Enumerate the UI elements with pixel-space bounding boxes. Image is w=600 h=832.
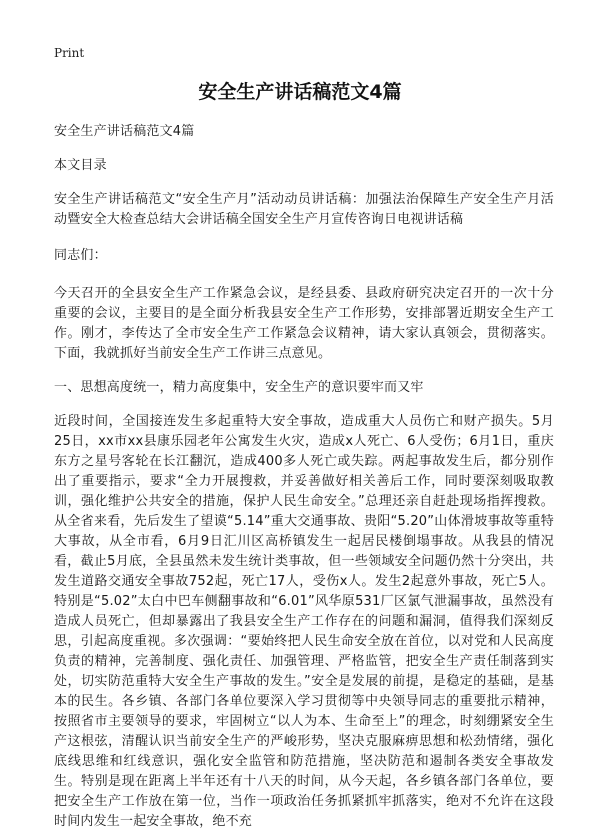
toc-entries: 安全生产讲话稿范文“安全生产月”活动动员讲话稿：加强法治保障生产安全生产月活动暨安全大检查总结大会讲话稿全国安全生产月宣传咨询日电视讲话稿 (54, 192, 554, 227)
document-title: 安全生产讲话稿范文4篇 (198, 81, 402, 103)
salutation: 同志们： (54, 248, 107, 263)
print-link[interactable]: Print (54, 46, 85, 60)
document-body (54, 122, 554, 832)
paragraph-intro: 今天召开的全县安全生产工作紧急会议，是经县委、县政府研究决定召开的一次十分重要的会议，主要目的是全面分析我县安全生产工作形势，安排部署近期安全生产工作。刚才，李传达了全市安全生产工作紧急会议精神，请大家认真领会，贯彻落实。下面，我就抓好当前安全生产工作讲三点意见。 (54, 286, 554, 361)
document-subtitle: 安全生产讲话稿范文4篇 (54, 124, 195, 139)
section-heading: 一、思想高度统一，精力高度集中，安全生产的意识要牢而又牢 (54, 380, 424, 395)
paragraph-main: 近段时间，全国接连发生多起重特大安全事故，造成重大人员伤亡和财产损失。5月25日，xx市xx县康乐园老年公寓发生火灾，造成x人死亡、6人受伤；6月1日，重庆东方之星号客轮在长江翻沉，造成400多人死亡或失踪。两起事故发生后，都分别作出了重要指示，要求“全力开展搜救，并妥善做好相关善后工作，同时要深刻吸取教训，强化维护公共安全的措施，保护人民生命安全。”总理还亲自赶赴现场指挥搜救。从全省来看，先后发生了望谟“5.14”重大交通事故、贵阳“5.20”山体滑坡事故等重特大事故，从全市看，6月9日汇川区高桥镇发生一起居民楼倒塌事故。从我县的情况看，截止5月底，全县虽然未发生统计类事故，但一些领域安全问题仍然十分突出，共发生道路交通安全事故752起，死亡17人，受伤x人。发生2起意外事故，死亡5人。特别是“5.02”太白中巴车侧翻事故和“6.01”风华原531厂区氯气泄漏事故，虽然没有造成人员死亡，但却暴露出了我县安全生产工作存在的问题和漏洞，值得我们深刻反思，引起高度重视。多次强调：“要始终把人民生命安全放在首位，以对党和人民高度负责的精神，完善制度、强化责任、加强管理、严格监管，把安全生产责任制落到实处，切实防范重特大安全生产事故的发生。”安全是发展的前提，是稳定的基础，是基本的民生。各乡镇、各部门各单位要深入学习贯彻等中央领导同志的重要批示精神，按照省市主要领导的要求，牢固树立“以人为本、生命至上”的理念，时刻绷紧安全生产这根弦，清醒认识当前安全生产的严峻形势，坚决克服麻痹思想和松劲情绪，强化底线思维和红线意识，强化安全监管和防范措施，坚决防范和遏制各类安全事故发生。特别是现在距离上半年还有十八天的时间，从今天起，各乡镇各部门各单位，要把安全生产工作放在第一位，当作一项政治任务抓紧抓牢抓落实，绝对不允许在这段时间内发生一起安全事故，绝不充 (54, 414, 554, 829)
toc-heading: 本文目录 (54, 158, 107, 173)
